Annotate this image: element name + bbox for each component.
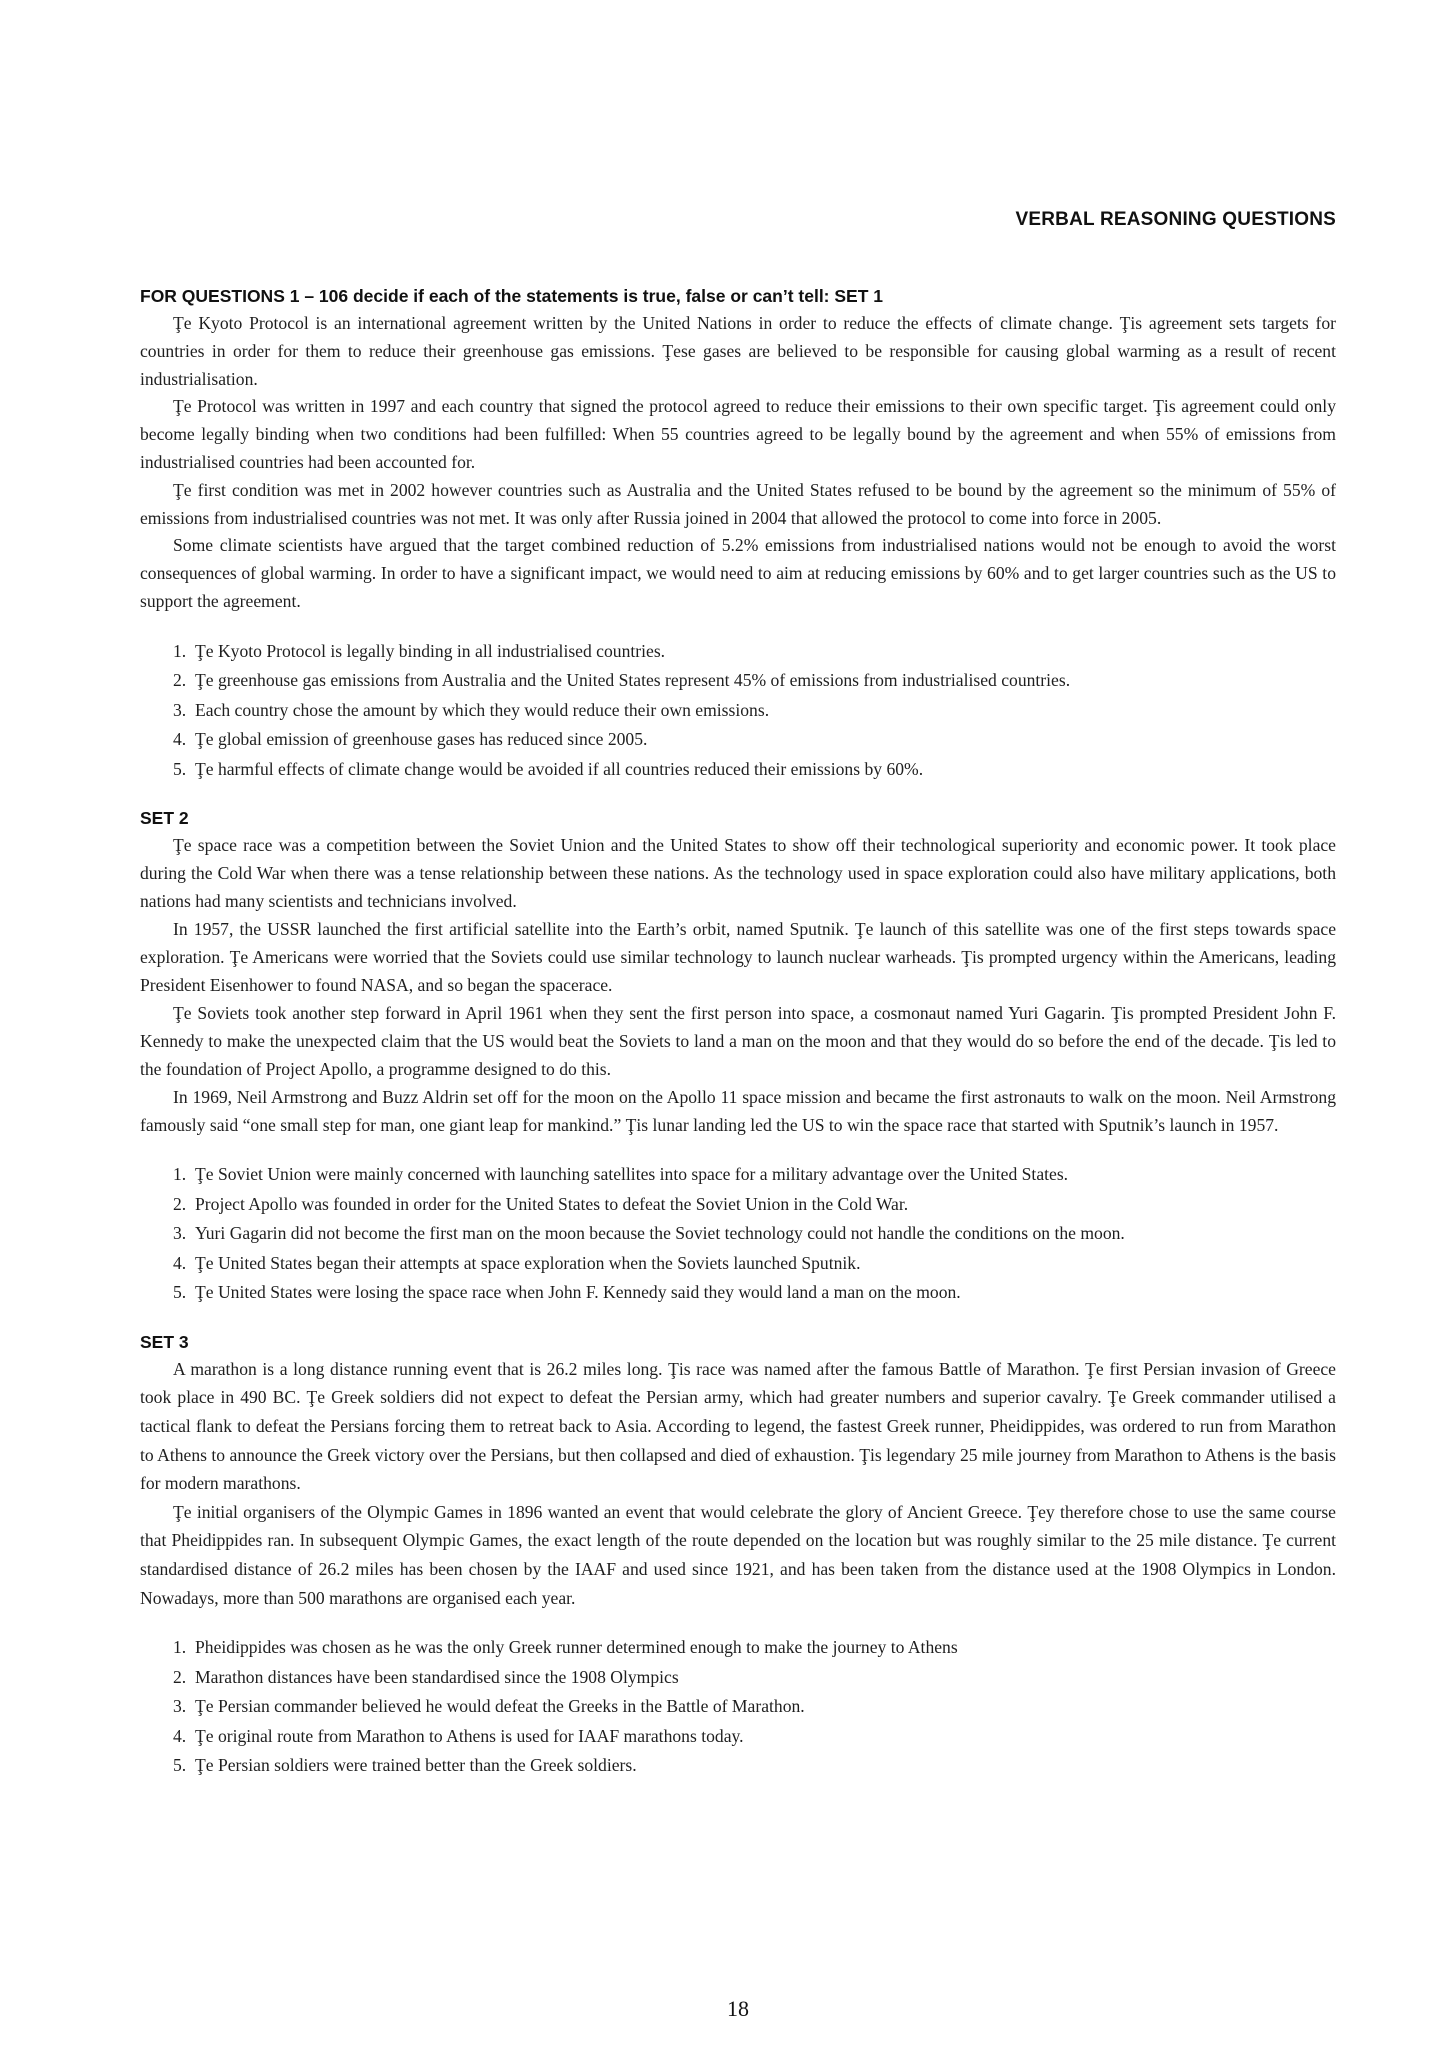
question-number: 2.: [173, 1193, 187, 1214]
question-text: Project Apollo was founded in order for the United States to defeat the Soviet Union in the Cold War.: [195, 1193, 909, 1214]
question-text: Marathon distances have been standardised since the 1908 Olympics: [195, 1666, 679, 1687]
set-3-paragraph-1: A marathon is a long distance running event that is 26.2 miles long. Ţis race was named after the famous Battle of Marathon. Ţe first Persian invasion of Greece took place in 490 BC. Ţe Greek soldiers did not expect to defeat the Persian army, which had greater numbers and superior cavalry. Ţe Greek commander utilised a tactical flank to defeat the Persians forcing them to retreat back to Asia. According to legend, the fastest Greek runner, Pheidippides, was ordered to run from Marathon to Athens to announce the Greek victory over the Persians, but then collapsed and died of exhaustion. Ţis legendary 25 mile journey from Marathon to Athens is the basis for modern marathons.: [140, 1358, 1336, 1494]
document-page: [140, 0, 1336, 2047]
set-1: [140, 310, 1336, 784]
question-text: Ţe global emission of greenhouse gases has reduced since 2005.: [195, 729, 648, 750]
question-item: [140, 1692, 1336, 1722]
question-item: [140, 1190, 1336, 1220]
question-text: Ţe original route from Marathon to Athens is used for IAAF marathons today.: [195, 1725, 744, 1746]
question-text: Ţe Soviet Union were mainly concerned with launching satellites into space for a military advantage over the United States.: [195, 1164, 1069, 1185]
question-number: 1.: [173, 1164, 187, 1185]
set-1-paragraph-4: Some climate scientists have argued that the target combined reduction of 5.2% emissions from industrialised nations would not be enough to avoid the worst consequences of global warming. In order to have a significant impact, we would need to aim at reducing emissions by 60% and to get larger countries such as the US to support the agreement.: [140, 535, 1336, 611]
set-2-paragraph-3: Ţe Soviets took another step forward in April 1961 when they sent the first person into space, a cosmonaut named Yuri Gagarin. Ţis prompted President John F. Kennedy to make the unexpected claim that the US would beat the Soviets to land a man on the moon and that they would do so before the end of the decade. Ţis led to the foundation of Project Apollo, a programme designed to do this.: [140, 1003, 1336, 1080]
main-heading: FOR QUESTIONS 1 – 106 decide if each of the statements is true, false or can’t tell: SET 1: [140, 286, 883, 306]
set-2-paragraph-1: Ţe space race was a competition between the Soviet Union and the United States to show off their technological superiority and economic power. It took place during the Cold War when there was a tense relationship between these nations. As the technology used in space exploration could also have military applications, both nations had many scientists and technicians involved.: [140, 835, 1336, 912]
running-header-title: VERBAL REASONING QUESTIONS: [1015, 209, 1336, 230]
question-number: 1.: [173, 1637, 187, 1658]
question-text: Ţe greenhouse gas emissions from Australia and the United States represent 45% of emissions from industrialised countries.: [195, 670, 1071, 691]
question-number: 2.: [173, 1666, 187, 1687]
set-3-heading: SET 3: [140, 1331, 189, 1352]
question-text: Pheidippides was chosen as he was the only Greek runner determined enough to make the journey to Athens: [195, 1637, 958, 1658]
set-2-paragraph-4: In 1969, Neil Armstrong and Buzz Aldrin set off for the moon on the Apollo 11 space mission and became the first astronauts to walk on the moon. Neil Armstrong famously said “one small step for man, one giant leap for mankind.” Ţis lunar landing led the US to win the space race that started with Sputnik’s launch in 1957.: [140, 1087, 1336, 1136]
set-1-question-list: [140, 637, 1336, 785]
set-3: [140, 1329, 1336, 1781]
question-item: [140, 1663, 1336, 1693]
question-item: [140, 725, 1336, 755]
question-number: 3.: [173, 1696, 187, 1717]
set-2-heading: SET 2: [140, 808, 189, 829]
set-1-paragraph-3: Ţe first condition was met in 2002 however countries such as Australia and the United States refused to be bound by the agreement so the minimum of 55% of emissions from industrialised countries was not met. It was only after Russia joined in 2004 that allowed the protocol to come into force in 2005.: [140, 479, 1336, 528]
question-text: Ţe United States were losing the space race when John F. Kennedy said they would land a man on the moon.: [195, 1282, 961, 1303]
set-3-paragraph-2: Ţe initial organisers of the Olympic Games in 1896 wanted an event that would celebrate the glory of Ancient Greece. Ţey therefore chose to use the same course that Pheidippides ran. In subsequent Olympic Games, the exact length of the route depended on the location but was roughly similar to the 25 mile distance. Ţe current standardised distance of 26.2 miles has been chosen by the IAAF and used since 1921, and has been taken from the distance used at the 1908 Olympics in London. Nowadays, more than 500 marathons are organised each year.: [140, 1501, 1336, 1608]
page-number: 18: [727, 1996, 749, 2021]
question-number: 4.: [173, 729, 187, 750]
set-1-paragraph-1: Ţe Kyoto Protocol is an international agreement written by the United Nations in order to reduce the effects of climate change. Ţis agreement sets targets for countries in order for them to reduce their greenhouse gas emissions. Ţese gases are believed to be responsible for causing global warming as a result of recent industrialisation.: [140, 313, 1336, 389]
question-number: 4.: [173, 1252, 187, 1273]
question-text: Each country chose the amount by which they would reduce their own emissions.: [195, 699, 770, 720]
question-text: Ţe harmful effects of climate change would be avoided if all countries reduced their emissions by 60%.: [195, 758, 924, 779]
set-3-question-list: [140, 1633, 1336, 1781]
question-item: [140, 1751, 1336, 1781]
question-item: [140, 755, 1336, 785]
question-number: 5.: [173, 1755, 187, 1776]
question-number: 5.: [173, 1282, 187, 1303]
question-number: 4.: [173, 1725, 187, 1746]
question-number: 1.: [173, 640, 187, 661]
question-item: [140, 1249, 1336, 1279]
question-text: Ţe United States began their attempts at space exploration when the Soviets launched Sputnik.: [195, 1252, 861, 1273]
question-item: [140, 1160, 1336, 1190]
question-number: 2.: [173, 670, 187, 691]
set-2: [140, 805, 1336, 1308]
question-number: 5.: [173, 758, 187, 779]
question-text: Yuri Gagarin did not become the first man on the moon because the Soviet technology could not handle the conditions on the moon.: [195, 1223, 1125, 1244]
question-number: 3.: [173, 699, 187, 720]
question-text: Ţe Persian commander believed he would defeat the Greeks in the Battle of Marathon.: [195, 1696, 805, 1717]
set-2-question-list: [140, 1160, 1336, 1308]
question-item: [140, 1219, 1336, 1249]
question-text: Ţe Kyoto Protocol is legally binding in all industrialised countries.: [195, 640, 666, 661]
question-text: Ţe Persian soldiers were trained better than the Greek soldiers.: [195, 1755, 637, 1776]
set-2-paragraph-2: In 1957, the USSR launched the first artificial satellite into the Earth’s orbit, named Sputnik. Ţe launch of this satellite was one of the first steps towards space exploration. Ţe Americans were worried that the Soviets could use similar technology to launch nuclear warheads. Ţis prompted urgency within the Americans, leading President Eisenhower to found NASA, and so began the spacerace.: [140, 919, 1336, 996]
question-item: [140, 1633, 1336, 1663]
question-item: [140, 1278, 1336, 1308]
question-item: [140, 637, 1336, 667]
question-number: 3.: [173, 1223, 187, 1244]
question-item: [140, 696, 1336, 726]
set-1-paragraph-2: Ţe Protocol was written in 1997 and each country that signed the protocol agreed to reduce their emissions to their own specific target. Ţis agreement could only become legally binding when two conditions had been fulfilled: When 55 countries agreed to be legally bound by the agreement and when 55% of emissions from industrialised countries had been accounted for.: [140, 396, 1336, 472]
page-content: [140, 283, 1336, 1781]
question-item: [140, 1722, 1336, 1752]
question-item: [140, 666, 1336, 696]
